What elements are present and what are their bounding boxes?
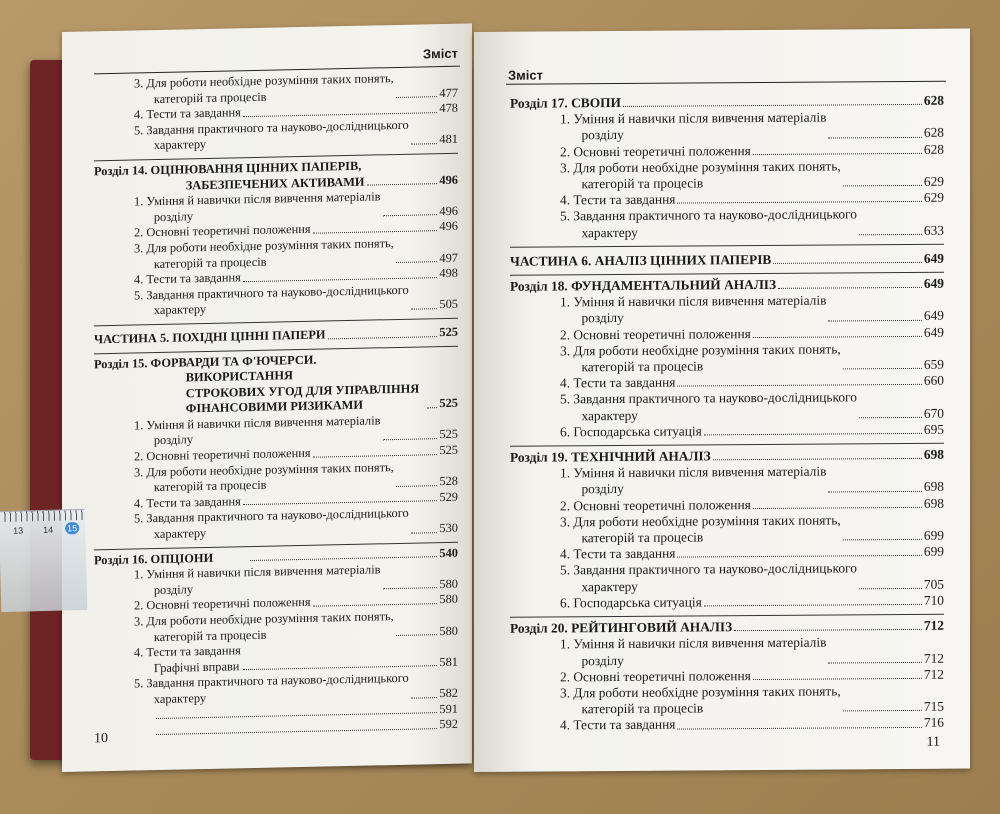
dot-leader [367, 183, 438, 185]
toc-subentry[interactable] [510, 158, 944, 193]
toc-entry-page: 699 [923, 527, 944, 543]
toc-entry-title: 4. Тести та завдання [560, 191, 676, 208]
toc-entry-title: 1. Уміння й навички після вивчення матеріалів розділу [134, 562, 381, 597]
toc-entry-title: 4. Тести та завдання [560, 374, 676, 391]
dot-leader [753, 507, 922, 509]
dot-leader [828, 136, 922, 138]
toc-entry-title: 2. Основні теоретичні положення [560, 325, 751, 343]
dot-leader [677, 201, 921, 204]
table-of-contents [510, 91, 944, 735]
dot-leader [427, 407, 437, 408]
toc-entry-title: 5. Завдання практичного та науково-дослідницького характеру [560, 389, 857, 423]
dot-leader [828, 491, 922, 493]
toc-subentry[interactable] [510, 634, 944, 669]
toc-entry-page: 712 [923, 617, 944, 633]
toc-subentry[interactable] [510, 422, 944, 441]
toc-entry-title: Розділ 14. ОЦІНЮВАННЯ ЦІННИХ ПАПЕРІВ, ЗАБЕЗПЕЧЕНИХ АКТИВАМИ [94, 158, 365, 192]
right-page [474, 29, 970, 772]
toc-subentry[interactable] [510, 683, 944, 718]
toc-entry-page: 712 [923, 650, 944, 666]
dot-leader [243, 501, 438, 506]
toc-entry-page: 477 [439, 85, 458, 100]
toc-entry-page: 529 [439, 489, 458, 504]
toc-entry-title: 1. Уміння й навички після вивчення матеріалів розділу [560, 634, 827, 668]
section-separator [510, 443, 944, 447]
toc-entry-page: 498 [439, 265, 458, 281]
toc-entry-page: 505 [439, 297, 458, 312]
dot-leader [734, 629, 922, 631]
toc-entry-title: 3. Для роботи необхідне розуміння таких понять, категорій та процесів [560, 683, 841, 717]
toc-entry-title: 5. Завдання практичного та науково-дослідницького характеру [134, 671, 409, 707]
toc-entry-page: 497 [439, 250, 458, 265]
dot-leader [843, 539, 922, 541]
toc-entry-page: 649 [923, 308, 944, 324]
dot-leader [623, 104, 922, 107]
dot-leader [396, 96, 438, 98]
toc-entry-page: 496 [439, 219, 458, 234]
toc-subentry[interactable] [510, 593, 944, 612]
dot-leader [396, 634, 438, 636]
ruler [0, 509, 87, 612]
page-header: Зміст [423, 45, 458, 62]
page-header: Зміст [508, 67, 543, 83]
book-spread [62, 32, 970, 772]
toc-entry-title: 5. Завдання практичного та науково-дослідницького характеру [560, 206, 857, 240]
dot-leader [313, 454, 438, 458]
toc-entry-title: 1. Уміння й навички після вивчення матеріалів розділу [134, 413, 381, 448]
dot-leader [243, 277, 438, 282]
toc-part[interactable] [94, 325, 458, 348]
dot-leader [396, 485, 438, 487]
section-separator [510, 244, 944, 248]
dot-leader [156, 728, 438, 735]
dot-leader [383, 214, 438, 216]
dot-leader [859, 234, 922, 235]
toc-entry-page: 592 [439, 716, 458, 732]
toc-entry-title: ЧАСТИНА 5. ПОХІДНІ ЦІННІ ПАПЕРИ [94, 327, 326, 347]
toc-entry-page: 710 [923, 592, 944, 608]
dot-leader [677, 726, 921, 729]
dot-leader [713, 458, 922, 460]
toc-entry-page: 530 [439, 520, 458, 536]
toc-entry-title: 4. Тести та завдання [560, 716, 676, 733]
toc-entry-title: 3. Для роботи необхідне розуміння таких понять, категорій та процесів [134, 459, 394, 495]
dot-leader [411, 697, 438, 699]
section-separator [510, 272, 944, 276]
toc-entry-title: 1. Уміння й навички після вивчення матеріалів розділу [560, 292, 827, 326]
toc-entry-page: 540 [439, 545, 458, 560]
toc-entry-page: 698 [923, 495, 944, 511]
toc-entry-page: 528 [439, 473, 458, 489]
toc-entry-page: 716 [923, 715, 944, 731]
dot-leader [411, 308, 438, 310]
dot-leader [383, 588, 438, 590]
dot-leader [859, 588, 922, 589]
toc-entry-page: 496 [439, 172, 458, 187]
dot-leader [411, 143, 438, 145]
toc-entry-title: 4. Тести та завдання [560, 545, 676, 562]
toc-entry-title: 5. Завдання практичного та науково-дослідницького характеру [134, 117, 409, 153]
toc-entry-title: 3. Для роботи необхідне розуміння таких понять, категорій та процесів [560, 341, 841, 375]
toc-entry-title: 4. Тести та завдання [134, 105, 241, 122]
toc-entry-title: 3. Для роботи необхідне розуміння таких понять, категорій та процесів [134, 235, 394, 271]
toc-entry-page: 478 [439, 100, 458, 116]
dot-leader [753, 336, 922, 338]
ruler-mark: 13 [13, 525, 24, 536]
toc-entry-page: 525 [439, 395, 458, 411]
toc-entry-title: 3. Для роботи необхідне розуміння таких понять, категорій та процесів [134, 71, 394, 106]
toc-entry-title: 2. Основні теоретичні положення [560, 667, 751, 685]
toc-entry-page: 698 [923, 479, 944, 495]
dot-leader [704, 433, 922, 436]
toc-entry-title: 2. Основні теоретичні положення [560, 142, 751, 160]
toc-subentry[interactable] [510, 341, 944, 376]
toc-subentry[interactable] [94, 505, 458, 544]
dot-leader [396, 261, 438, 263]
toc-entry-title: 3. Для роботи необхідне розуміння таких понять, категорій та процесів [560, 158, 841, 192]
toc-entry-page: 582 [439, 685, 458, 701]
ruler-ticks [0, 510, 85, 522]
dot-leader [243, 112, 438, 117]
toc-entry-title: 1. Уміння й навички після вивчення матеріалів розділу [134, 189, 381, 224]
dot-leader [313, 603, 438, 607]
toc-entry-title: Розділ 17. СВОПИ [510, 94, 621, 111]
toc-entry-page: 628 [923, 92, 944, 108]
toc-entry-title: 4. Тести та завдання [134, 270, 241, 287]
dot-leader [250, 556, 437, 561]
toc-entry-title: 2. Основні теоретичні положення [134, 222, 311, 240]
page-number: 11 [926, 734, 940, 750]
toc-entry-page: 580 [439, 576, 458, 591]
dot-leader [753, 153, 922, 155]
toc-subentry[interactable] [94, 116, 458, 155]
toc-entry-title: 2. Основні теоретичні положення [134, 445, 311, 464]
toc-entry-title: Розділ 20. РЕЙТИНГОВИЙ АНАЛІЗ [510, 619, 733, 636]
toc-entry-title: 5. Завдання практичного та науково-дослідницького характеру [134, 506, 409, 542]
toc-entry-page: 628 [923, 141, 944, 157]
dot-leader [677, 384, 921, 387]
toc-subentry[interactable] [510, 292, 944, 327]
dot-leader [753, 678, 922, 680]
page-number: 10 [94, 731, 108, 747]
toc-entry-page: 670 [923, 405, 944, 421]
table-of-contents [94, 70, 458, 740]
dot-leader [778, 287, 922, 289]
toc-entry-page: 525 [439, 427, 458, 442]
toc-entry-page: 496 [439, 203, 458, 218]
toc-entry-page: 699 [923, 544, 944, 560]
toc-subentry[interactable] [510, 109, 944, 144]
dot-leader [704, 604, 922, 607]
toc-subentry[interactable] [510, 389, 944, 424]
toc-part[interactable] [510, 251, 944, 270]
dot-leader [328, 336, 438, 339]
dot-leader [843, 710, 922, 712]
dot-leader [383, 438, 438, 440]
toc-entry-page: 649 [923, 275, 944, 291]
toc-section[interactable] [94, 349, 458, 419]
section-separator [510, 614, 944, 618]
toc-entry-page: 481 [439, 132, 458, 147]
toc-entry-title: ЧАСТИНА 6. АНАЛІЗ ЦІННИХ ПАПЕРІВ [510, 251, 772, 269]
toc-entry-title: 6. Господарська ситуація [560, 423, 702, 440]
dot-leader [773, 262, 922, 264]
dot-leader [843, 368, 922, 370]
toc-entry-title: Розділ 15. ФОРВАРДИ ТА Ф'ЮЧЕРСИ. ВИКОРИСТАННЯ СТРОКОВИХ УГОД ДЛЯ УПРАВЛІННЯ ФІНАНСОВИМИ РИЗИКАМИ [94, 352, 420, 416]
toc-entry-page: 525 [439, 324, 458, 340]
toc-entry-page: 629 [923, 189, 944, 206]
toc-subentry[interactable] [510, 560, 944, 595]
toc-entry-title: Розділ 19. ТЕХНІЧНИЙ АНАЛІЗ [510, 448, 711, 465]
dot-leader [313, 230, 438, 234]
toc-entry-page: 633 [923, 222, 944, 238]
dot-leader [843, 185, 922, 187]
dot-leader [677, 555, 921, 558]
dot-leader [828, 320, 922, 322]
toc-entry-title: Розділ 16. ОПЦІОНИ [94, 550, 214, 567]
toc-entry-page: 715 [923, 698, 944, 714]
toc-entry-page: 580 [439, 592, 458, 607]
toc-entry-title: 2. Основні теоретичні положення [134, 595, 311, 613]
toc-entry-title: 3. Для роботи необхідне розуміння таких понять, категорій та процесів [134, 609, 394, 644]
header-rule [506, 81, 946, 85]
toc-entry-page: 525 [439, 442, 458, 458]
toc-entry-page: 649 [923, 250, 944, 266]
toc-entry-page: 712 [923, 666, 944, 682]
toc-entry-title: 6. Господарська ситуація [560, 594, 702, 611]
toc-entry-page: 629 [923, 173, 944, 189]
toc-subentry[interactable] [510, 206, 944, 241]
toc-subentry[interactable] [94, 281, 458, 320]
toc-entry-title: 5. Завдання практичного та науково-дослідницького характеру [134, 282, 409, 318]
toc-entry-title: 1. Уміння й навички після вивчення матеріалів розділу [560, 109, 827, 143]
dot-leader [828, 662, 922, 664]
toc-entry-page: 628 [923, 125, 944, 141]
toc-entry-page: 580 [439, 623, 458, 638]
dot-leader [411, 532, 438, 534]
left-page [62, 23, 472, 772]
toc-subentry[interactable] [510, 512, 944, 547]
toc-subentry[interactable] [510, 715, 944, 734]
toc-entry-page: 660 [923, 372, 944, 389]
toc-entry-page: 659 [923, 356, 944, 372]
toc-entry-page: 695 [923, 421, 944, 437]
dot-leader [243, 666, 438, 671]
toc-entry-title: Розділ 18. ФУНДАМЕНТАЛЬНИЙ АНАЛІЗ [510, 276, 777, 294]
ruler-mark: 15 [65, 522, 79, 534]
toc-entry-title: 3. Для роботи необхідне розуміння таких понять, категорій та процесів [560, 512, 841, 546]
toc-entry-page: 698 [923, 446, 944, 462]
toc-entry-title: 4. Тести та завдання Графічні вправи [134, 643, 241, 675]
toc-entry-title: 1. Уміння й навички після вивчення матеріалів розділу [560, 463, 827, 497]
dot-leader [859, 417, 922, 418]
toc-entry-title: 5. Завдання практичного та науково-дослідницького характеру [560, 560, 857, 594]
toc-subentry[interactable] [510, 463, 944, 498]
toc-entry-page: 581 [439, 654, 458, 669]
toc-entry-title: 4. Тести та завдання [134, 494, 241, 511]
toc-entry-title: 2. Основні теоретичні положення [560, 496, 751, 514]
ruler-mark: 14 [43, 524, 54, 535]
toc-entry-page: 705 [923, 576, 944, 592]
toc-entry-page: 649 [923, 324, 944, 340]
toc-entry-page: 591 [439, 701, 458, 716]
